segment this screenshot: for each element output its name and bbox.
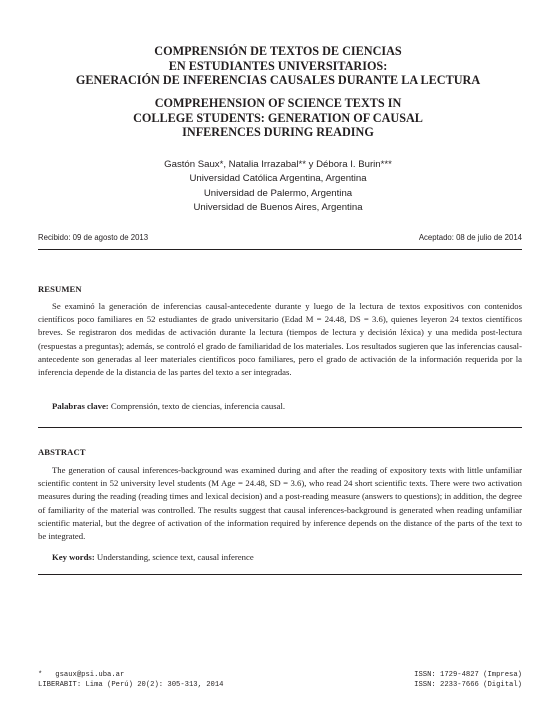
issn-digital: ISSN: 2233-7666 (Digital)	[414, 681, 522, 689]
title-spanish-line: COMPRENSIÓN DE TEXTOS DE CIENCIAS	[154, 44, 402, 58]
abstract-text: The generation of causal inferences-background was examined during and after the reading of expository texts with little unfamiliar scientific content in 52 university level students (M Age = 24.48, SD = 3.6), who read 24 short scientific texts. There were two activation measures during the reading (reading times and lexical decision) and a post-reading measure (answers to questions); in addition, the degree of familiarity of the material was controlled. The results suggest that causal inferences-background is generated when reading unfamiliar scientific material, but the degree of activation of the information required by inference depends on the distance of the parts of the text to be integrated.	[38, 465, 522, 542]
resumen-heading: RESUMEN	[38, 284, 82, 294]
resumen-keywords-label: Palabras clave:	[52, 401, 109, 411]
affiliations	[0, 172, 556, 216]
abstract-keywords-value: Understanding, science text, causal inference	[96, 552, 254, 562]
footnote-mark: *	[38, 671, 43, 679]
resumen-keywords-value: Comprensión, texto de ciencias, inferencia causal.	[110, 401, 286, 411]
resumen-text: Se examinó la generación de inferencias causal-antecedente durante y luego de la lectura de textos expositivos con contenidos científicos poco familiares en 52 estudiantes de grado universitario (Edad M = 24.48, DS = 3.6), quienes leyeron 24 textos científicos breves. Se registraron dos medidas de activación durante la lectura (tiempos de lectura y decisión léxica) y una medida post-lectura (respuestas a preguntas); además, se controló el grado de familiaridad de los materiales. Los resultados sugieren que las inferencias causal-antecedente son generadas al leer materiales científicos poco familiares, pero el grado de activación de la información requerida por la inferencia depende de la distancia de las partes del texto a ser integradas.	[38, 301, 522, 378]
title-spanish-line: GENERACIÓN DE INFERENCIAS CAUSALES DURANTE LA LECTURA	[75, 73, 481, 87]
received-date: Recibido: 09 de agosto de 2013	[38, 233, 149, 242]
issn-print: ISSN: 1729-4827 (Impresa)	[414, 671, 522, 679]
abstract-heading: ABSTRACT	[38, 447, 86, 457]
accepted-date: Aceptado: 08 de julio de 2014	[418, 233, 522, 242]
title-english-line: INFERENCES DURING READING	[182, 125, 374, 139]
divider	[38, 427, 522, 428]
footnote	[38, 670, 223, 680]
dates-row	[38, 233, 522, 242]
affiliation: Universidad de Buenos Aires, Argentina	[193, 202, 363, 213]
footnote-email: gsaux@psi.uba.ar	[55, 671, 125, 679]
affiliation: Universidad de Palermo, Argentina	[203, 187, 353, 199]
title-english	[0, 96, 556, 140]
authors: Gastón Saux*, Natalia Irrazabal** y Débora I. Burin***	[164, 159, 392, 170]
divider	[38, 574, 522, 575]
journal-citation: LIBERABIT: Lima (Perú) 20(2): 305-313, 2014	[38, 681, 224, 689]
affiliation: Universidad Católica Argentina, Argentina	[189, 173, 367, 184]
footer-left	[38, 670, 223, 690]
title-spanish	[0, 44, 556, 88]
footer-right	[400, 670, 522, 690]
abstract-keywords	[52, 551, 522, 564]
title-english-line: COLLEGE STUDENTS: GENERATION OF CAUSAL	[133, 110, 423, 125]
divider	[38, 249, 522, 250]
abstract-keywords-label: Key words:	[52, 552, 95, 562]
resumen-keywords	[52, 400, 522, 413]
title-english-line: COMPREHENSION OF SCIENCE TEXTS IN	[154, 96, 402, 110]
title-spanish-line: EN ESTUDIANTES UNIVERSITARIOS:	[168, 58, 388, 73]
